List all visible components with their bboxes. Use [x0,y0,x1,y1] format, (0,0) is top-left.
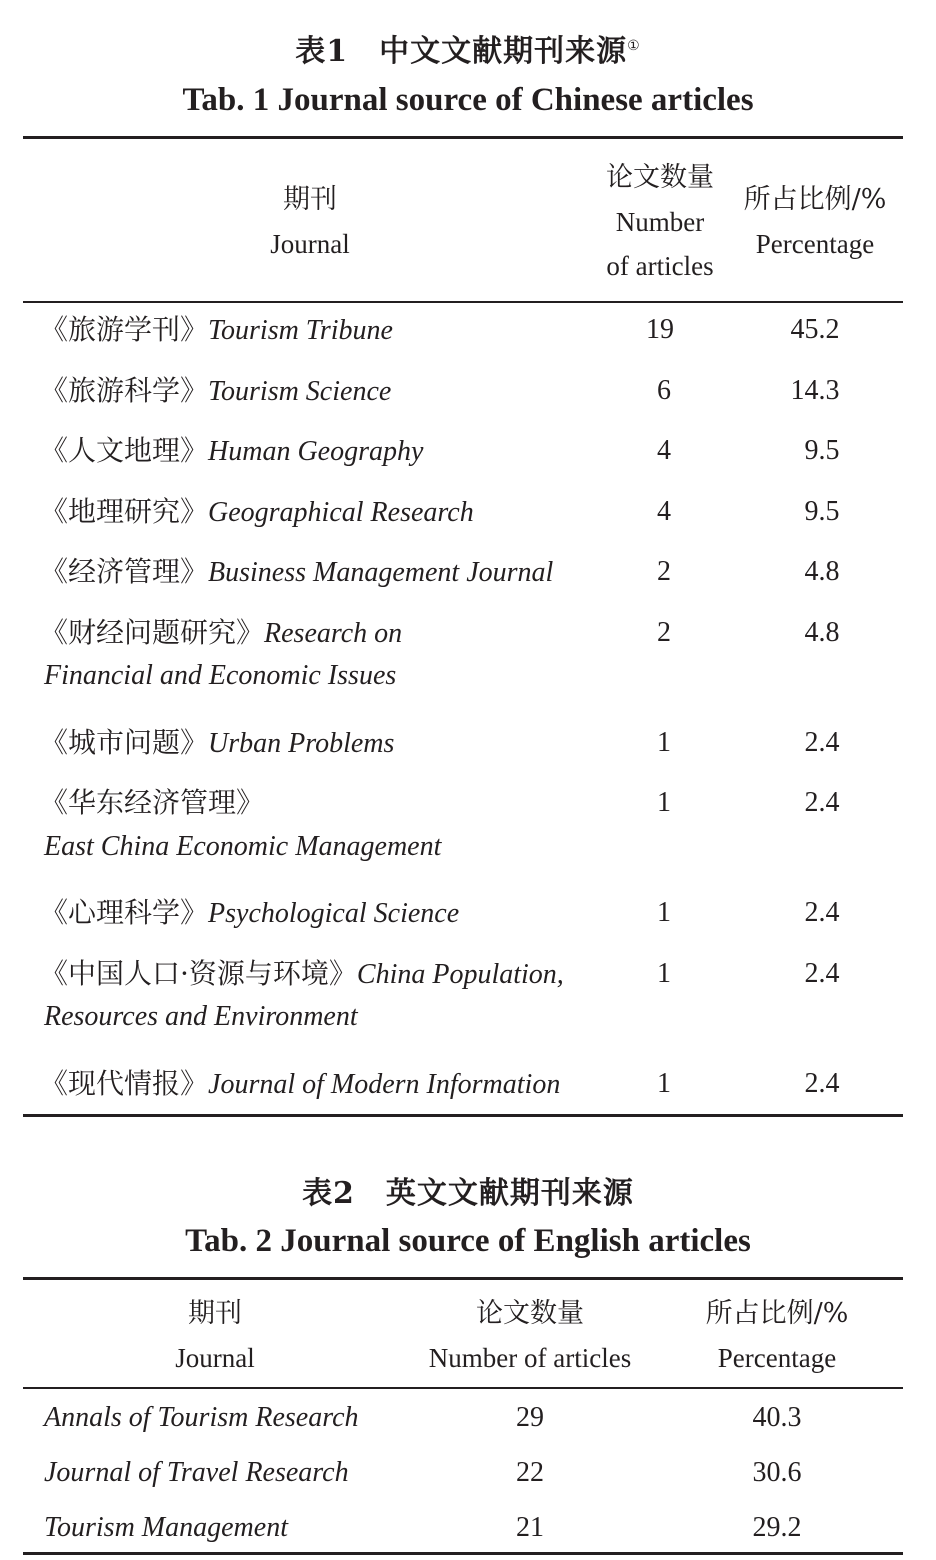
table1-caption-cn: 表1 中文文献期刊来源① [295,34,641,69]
table2-top-rule [23,1277,903,1280]
percentage: 29.2 [752,1512,802,1543]
article-count: 2 [657,556,671,587]
journal-en: Business Management Journal [208,557,554,588]
t2-header-count-en: Number of articles [428,1343,632,1373]
article-count: 1 [657,958,671,989]
table1-bottom-rule [23,1114,903,1117]
t2-header-journal-en: Journal [175,1343,255,1373]
journal-en: Psychological Science [208,898,460,929]
percentage: 14.3 [790,375,840,406]
journal-cn: 《财经问题研究》 [40,616,265,649]
journal-en-line2: Financial and Economic Issues [44,660,397,691]
percentage: 9.5 [804,496,840,527]
percentage: 30.6 [752,1457,802,1488]
article-count: 6 [657,375,671,406]
t2-header-count-cn: 论文数量 [476,1298,584,1329]
percentage: 4.8 [804,617,840,648]
journal-en: China Population, [356,959,564,990]
article-count: 4 [657,496,671,527]
article-count: 1 [657,897,671,928]
footnote-mark: ① [627,38,641,54]
article-count: 22 [516,1457,544,1488]
percentage: 2.4 [804,787,840,818]
t1-header-pct-en: Percentage [755,229,875,259]
t2-header-pct-en: Percentage [717,1343,837,1373]
journal-en: Tourism Management [44,1512,288,1543]
percentage: 2.4 [804,727,840,758]
t1-header-count-cn: 论文数量 [606,162,714,193]
table1-top-rule [23,136,903,139]
t1-header-journal-cn: 期刊 [283,184,337,215]
t1-header-count-en-2: of articles [606,251,714,281]
journal-cn: 《人文地理》 [40,434,209,467]
article-count: 19 [646,314,674,345]
journal-en: Urban Problems [208,728,395,759]
percentage: 45.2 [790,314,840,345]
journal-cn: 《旅游科学》 [40,374,209,407]
percentage: 2.4 [804,1068,840,1099]
journal-en: Tourism Science [208,376,392,407]
table2-caption-cn: 表2 英文文献期刊来源 [302,1176,634,1211]
t1-header-count-en-1: Number [615,207,705,237]
t1-header-pct-cn: 所占比例/% [743,184,887,215]
journal-cn: 《城市问题》 [40,726,209,759]
article-count: 1 [657,787,671,818]
journal-en-line2: Resources and Environment [44,1001,358,1032]
percentage: 9.5 [804,435,840,466]
journal-en: Annals of Tourism Research [44,1402,359,1433]
percentage: 2.4 [804,897,840,928]
article-count: 1 [657,1068,671,1099]
journal-en: Human Geography [208,436,424,467]
journal-cn: 《华东经济管理》 [40,786,265,819]
table1-header-rule [23,301,903,303]
journal-en: Journal of Modern Information [208,1069,561,1100]
article-count: 4 [657,435,671,466]
journal-cn: 《中国人口·资源与环境》 [40,957,357,990]
journal-en: Journal of Travel Research [44,1457,349,1488]
journal-en: Tourism Tribune [208,315,393,346]
journal-en-line2: East China Economic Management [44,831,442,862]
table2-bottom-rule [23,1552,903,1555]
table1-caption-en: Tab. 1 Journal source of Chinese articles [182,82,754,118]
article-count: 29 [516,1402,544,1433]
journal-en: Research on [264,618,403,649]
t2-header-journal-cn: 期刊 [188,1298,242,1329]
journal-cn: 《经济管理》 [40,555,209,588]
table2-header-rule [23,1387,903,1389]
journal-cn: 《旅游学刊》 [40,313,209,346]
table2-caption-en: Tab. 2 Journal source of English articles [185,1223,751,1259]
percentage: 4.8 [804,556,840,587]
percentage: 2.4 [804,958,840,989]
t2-header-pct-cn: 所占比例/% [705,1298,849,1329]
percentage: 40.3 [752,1402,802,1433]
article-count: 21 [516,1512,544,1543]
journal-cn: 《地理研究》 [40,495,209,528]
article-count: 2 [657,617,671,648]
journal-en: Geographical Research [208,497,474,528]
t1-header-journal-en: Journal [270,229,350,259]
journal-cn: 《现代情报》 [40,1067,209,1100]
article-count: 1 [657,727,671,758]
journal-cn: 《心理科学》 [40,896,209,929]
